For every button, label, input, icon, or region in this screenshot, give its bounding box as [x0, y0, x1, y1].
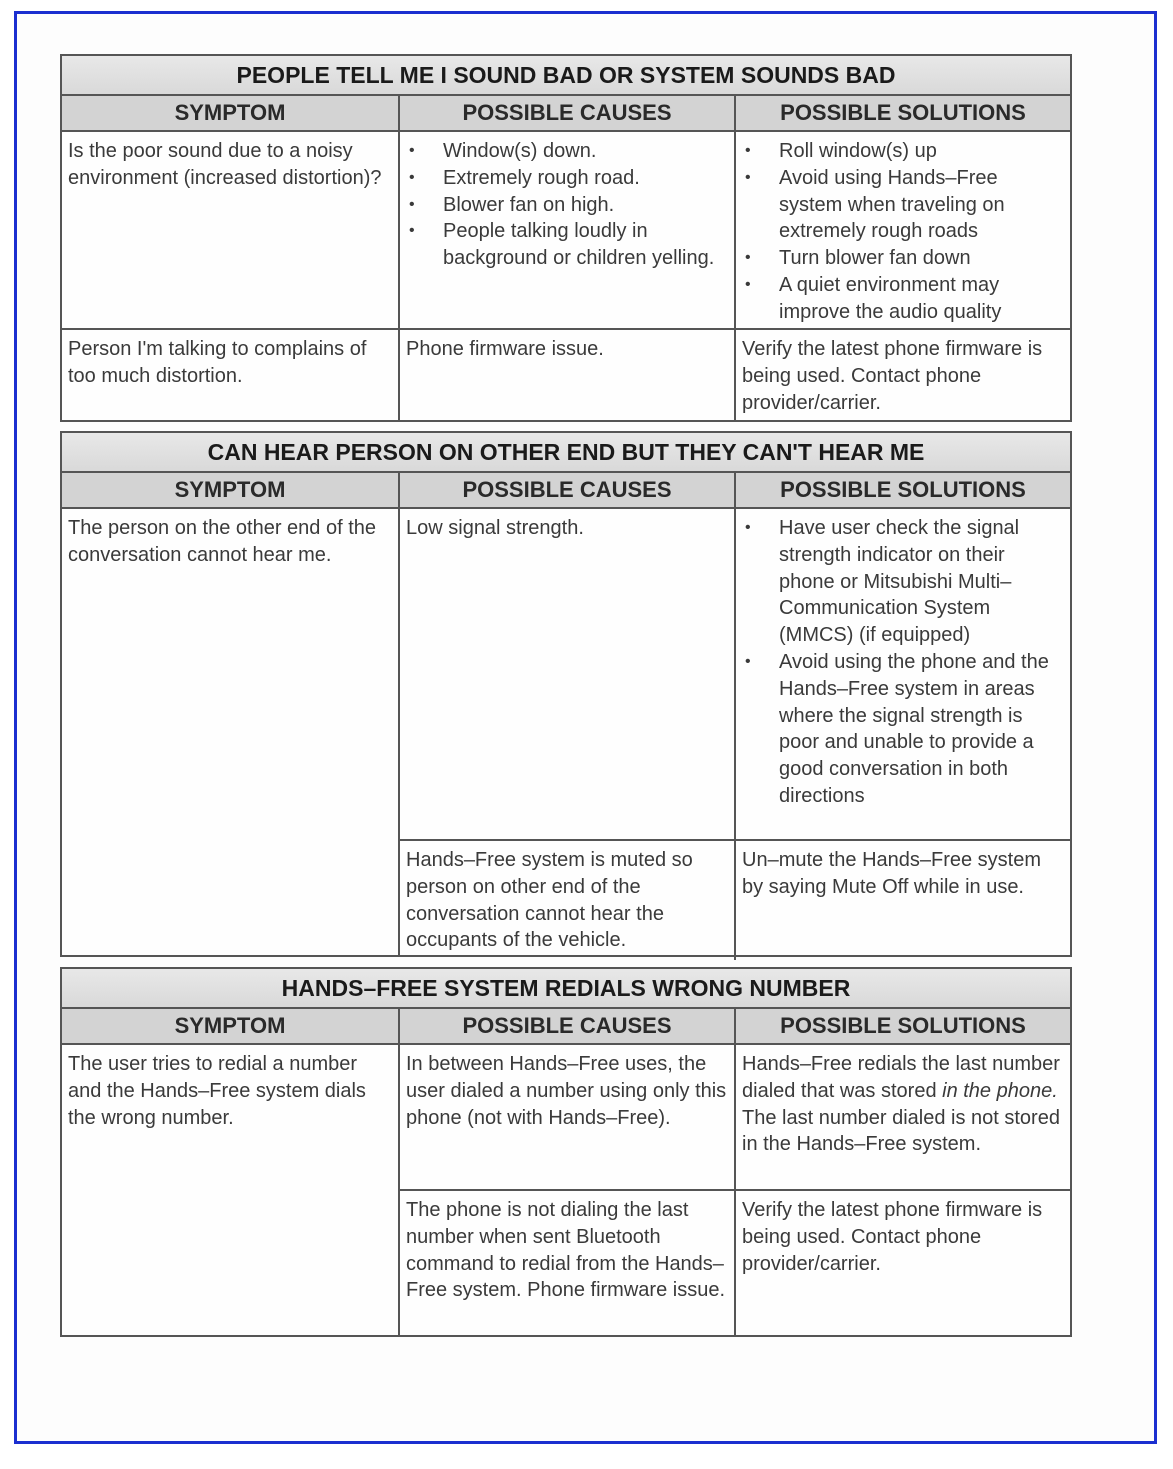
solutions-cell	[736, 509, 1070, 839]
list-item: • Have user check the signal strength indicator on their phone or Mitsubishi Multi–Communication System (MMCS) (if equipped)	[742, 515, 1064, 649]
causes-cell: In between Hands–Free uses, the user dialed a number using only this phone (not with Hands–Free).	[400, 1045, 736, 1189]
solutions-cell	[736, 1045, 1070, 1189]
troubleshoot-table-cant-hear-me	[60, 431, 1072, 957]
table-row	[62, 132, 1070, 330]
table-subrow	[400, 1045, 1070, 1191]
list-item: • Window(s) down.	[406, 138, 728, 165]
table-row	[62, 330, 1070, 420]
causes-cell	[400, 132, 736, 328]
list-item: • Extremely rough road.	[406, 165, 728, 192]
list-item: • People talking loudly in background or children yelling.	[406, 218, 728, 272]
troubleshoot-table-sound-bad	[60, 54, 1072, 422]
solutions-cell	[736, 132, 1070, 328]
symptom-cell: Person I'm talking to complains of too much distortion.	[62, 330, 400, 420]
header-causes: POSSIBLE CAUSES	[400, 473, 736, 507]
solution-text: The last number dialed is not stored in the Hands–Free system.	[742, 1106, 1060, 1156]
table-title: CAN HEAR PERSON ON OTHER END BUT THEY CAN'T HEAR ME	[62, 433, 1070, 473]
solution-emphasis: in the phone.	[942, 1079, 1058, 1102]
cause-solution-stack	[400, 1045, 1070, 1335]
troubleshoot-table-redial-wrong-number	[60, 967, 1072, 1337]
table-title: PEOPLE TELL ME I SOUND BAD OR SYSTEM SOUNDS BAD	[62, 56, 1070, 96]
list-item: • Blower fan on high.	[406, 192, 728, 219]
header-causes: POSSIBLE CAUSES	[400, 1009, 736, 1043]
table-subrow	[400, 509, 1070, 841]
header-row	[62, 96, 1070, 132]
symptom-cell: The person on the other end of the conversation cannot hear me.	[62, 509, 400, 955]
table-row	[62, 1045, 1070, 1335]
header-symptom: SYMPTOM	[62, 96, 400, 130]
header-symptom: SYMPTOM	[62, 473, 400, 507]
header-row	[62, 1009, 1070, 1045]
list-item: • Turn blower fan down	[742, 245, 1064, 272]
table-title: HANDS–FREE SYSTEM REDIALS WRONG NUMBER	[62, 969, 1070, 1009]
list-item: • Roll window(s) up	[742, 138, 1064, 165]
table-row	[62, 509, 1070, 955]
header-causes: POSSIBLE CAUSES	[400, 96, 736, 130]
symptom-cell: Is the poor sound due to a noisy environment (increased distortion)?	[62, 132, 400, 328]
header-symptom: SYMPTOM	[62, 1009, 400, 1043]
causes-cell: Low signal strength.	[400, 509, 736, 839]
solutions-cell: Verify the latest phone firmware is being used. Contact phone provider/carrier.	[742, 1199, 1043, 1275]
symptom-cell: The user tries to redial a number and the Hands–Free system dials the wrong number.	[62, 1045, 400, 1335]
causes-cell: Phone firmware issue.	[400, 330, 736, 420]
solution-text: Hands–Free redials the last number dialed that was stored	[742, 1053, 1060, 1102]
solutions-cell: Un–mute the Hands–Free system by saying Mute Off while in use.	[742, 849, 1042, 898]
list-item: • A quiet environment may improve the audio quality	[742, 272, 1064, 326]
list-item: • Avoid using the phone and the Hands–Free system in areas where the signal strength is poor and unable to provide a good conversation in both directions	[742, 649, 1064, 810]
list-item: • Avoid using Hands–Free system when traveling on extremely rough roads	[742, 165, 1064, 245]
header-row	[62, 473, 1070, 509]
header-solutions: POSSIBLE SOLUTIONS	[736, 1009, 1070, 1043]
causes-cell: Hands–Free system is muted so person on other end of the conversation cannot hear the occupants of the vehicle.	[400, 841, 736, 960]
table-subrow	[400, 1191, 1070, 1335]
header-solutions: POSSIBLE SOLUTIONS	[736, 96, 1070, 130]
cause-solution-stack	[400, 509, 1070, 955]
solutions-cell: Verify the latest phone firmware is being used. Contact phone provider/carrier.	[742, 338, 1043, 414]
causes-cell: The phone is not dialing the last number when sent Bluetooth command to redial from the Hands–Free system. Phone firmware issue.	[400, 1191, 736, 1335]
header-solutions: POSSIBLE SOLUTIONS	[736, 473, 1070, 507]
table-subrow	[400, 841, 1070, 960]
